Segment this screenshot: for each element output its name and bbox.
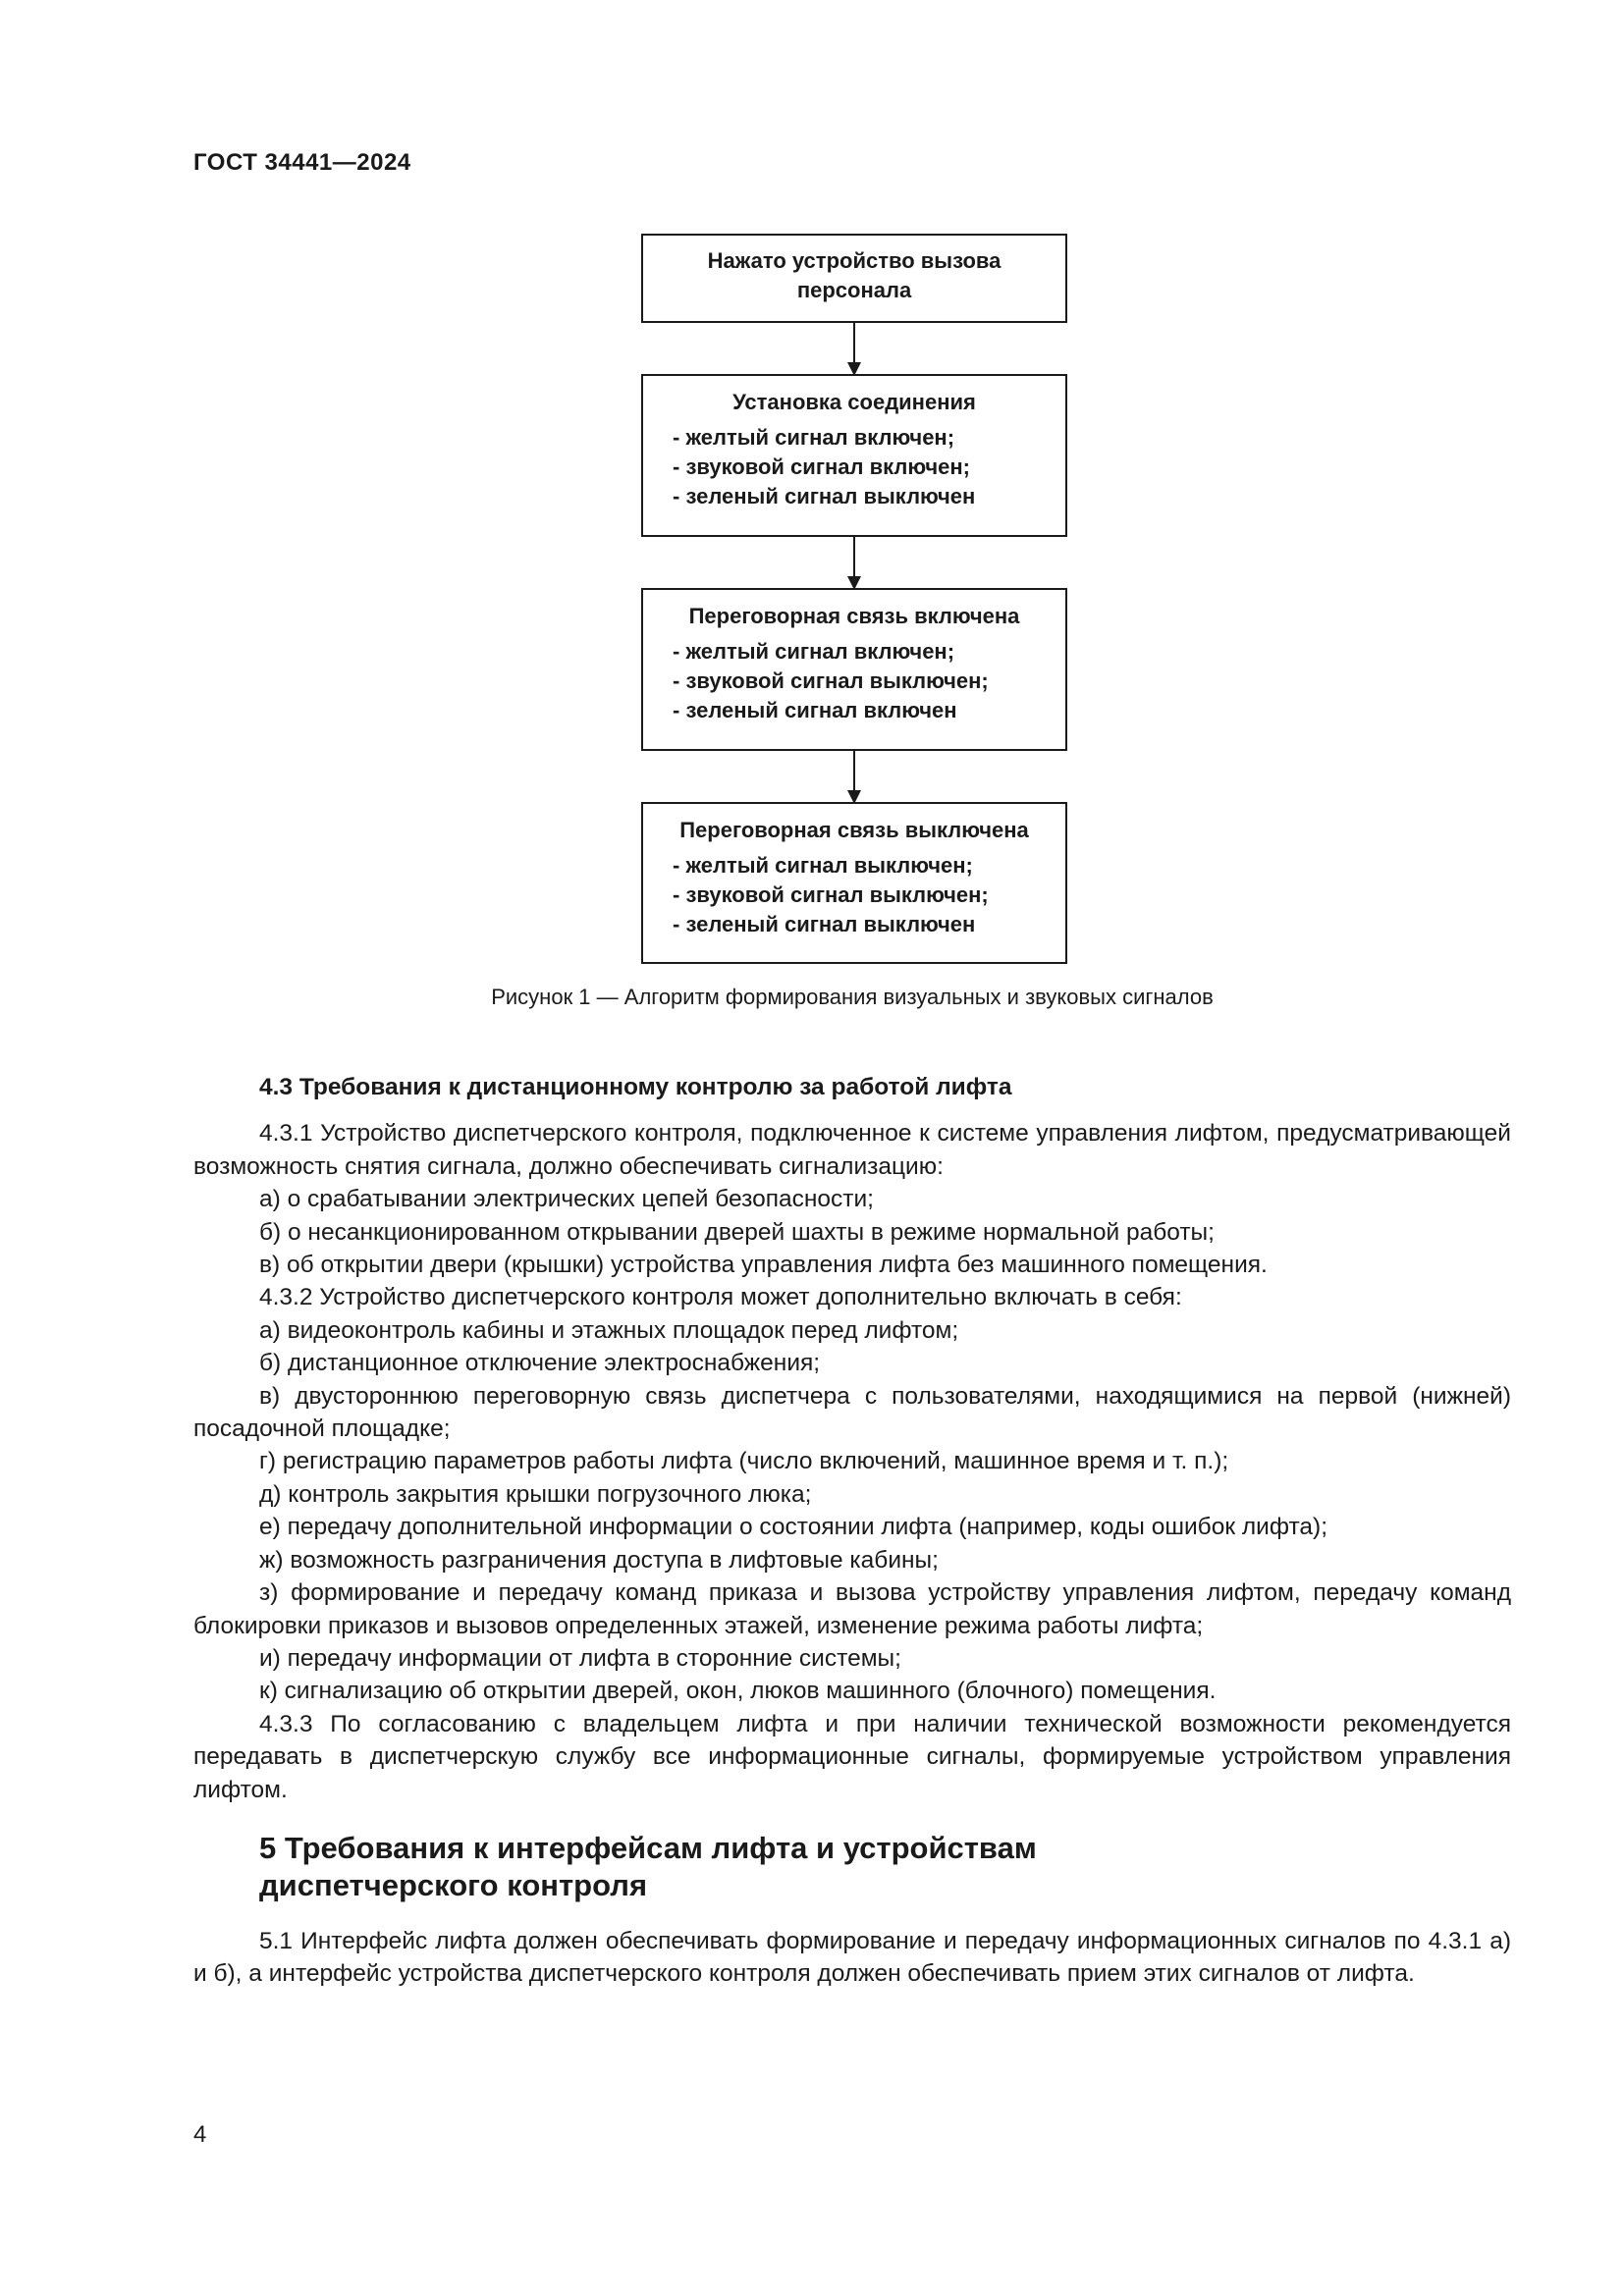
flow-box-item: - зеленый сигнал включен [673, 698, 957, 722]
flow-box-item: - звуковой сигнал выключен; [673, 882, 989, 907]
flow-box-title: персонала [796, 278, 912, 302]
flow-box-item: - зеленый сигнал выключен [673, 912, 976, 936]
flow-box-call-pressed [641, 234, 1067, 323]
flow-box-item: - звуковой сигнал выключен; [673, 668, 989, 693]
section-heading-line: 5 Требования к интерфейсам лифта и устройствам [259, 1830, 1037, 1865]
list-item: г) регистрацию параметров работы лифта (число включений, машинное время и т. п.); [259, 1448, 1229, 1475]
paragraph-4-3-3: 4.3.3 По согласованию с владельцем лифта и при наличии технической возможности рекомендуется передавать в диспетчерскую службу все информационные сигналы, формируемые устройством управления лифтом. [193, 1710, 1511, 1803]
paragraph-4-3-1: 4.3.1 Устройство диспетчерского контроля, подключенное к системе управления лифтом, предусматривающей возможность снятия сигнала, должно обеспечивать сигнализацию: [193, 1120, 1511, 1180]
document-body [193, 1071, 1511, 1991]
subsection-heading: 4.3 Требования к дистанционному контролю за работой лифта [259, 1074, 1012, 1100]
section-heading [193, 1830, 1511, 1904]
paragraph-5-1: 5.1 Интерфейс лифта должен обеспечивать формирование и передачу информационных сигналов по 4.3.1 а) и б), а интерфейс устройства диспетчерского контроля должен обеспечивать прием этих сигналов от лифта. [193, 1927, 1511, 1988]
list-item: а) видеоконтроль кабины и этажных площадок перед лифтом; [259, 1316, 959, 1344]
flow-box-talk-off [641, 802, 1067, 964]
list-item: д) контроль закрытия крышки погрузочного люка; [259, 1480, 812, 1508]
list-item: а) о срабатывании электрических цепей безопасности; [259, 1186, 874, 1213]
list-item: в) двустороннюю переговорную связь диспетчера с пользователями, находящимися на первой (нижней) посадочной площадке; [193, 1382, 1511, 1443]
list-item: б) дистанционное отключение электроснабжения; [259, 1350, 821, 1377]
paragraph-4-3-2: 4.3.2 Устройство диспетчерского контроля может дополнительно включать в себя: [259, 1284, 1182, 1311]
flow-box-item: - звуковой сигнал включен; [673, 454, 970, 479]
section-heading-line: диспетчерского контроля [259, 1867, 648, 1902]
document-id: ГОСТ 34441—2024 [193, 149, 411, 176]
flow-arrow [853, 537, 855, 588]
page-number: 4 [193, 2121, 207, 2148]
flow-box-item: - желтый сигнал включен; [673, 425, 955, 450]
figure-caption: Рисунок 1 — Алгоритм формирования визуальных и звуковых сигналов [491, 985, 1214, 1009]
flow-arrow [853, 751, 855, 802]
list-item: е) передачу дополнительной информации о состоянии лифта (например, коды ошибок лифта); [259, 1514, 1328, 1541]
flow-box-title: Переговорная связь включена [688, 604, 1020, 628]
flow-box-talk-on [641, 588, 1067, 751]
list-item: з) формирование и передачу команд приказа и вызова устройству управления лифтом, передачу команд блокировки приказов и вызовов определенных этажей, изменение режима работы лифта; [193, 1579, 1511, 1639]
flow-box-title: Нажато устройство вызова [707, 248, 1001, 273]
flow-box-item: - зеленый сигнал выключен [673, 484, 976, 508]
flow-box-title: Переговорная связь выключена [679, 818, 1029, 842]
flow-arrow [853, 323, 855, 374]
flow-box-connection-setup [641, 374, 1067, 537]
flow-box-item: - желтый сигнал включен; [673, 639, 955, 664]
flow-box-title: Установка соединения [732, 390, 976, 414]
list-item: ж) возможность разграничения доступа в лифтовые кабины; [259, 1546, 939, 1574]
list-item: б) о несанкционированном открывании дверей шахты в режиме нормальной работы; [259, 1218, 1215, 1246]
list-item: к) сигнализацию об открытии дверей, окон, люков машинного (блочного) помещения. [259, 1678, 1217, 1705]
list-item: и) передачу информации от лифта в сторонние системы; [259, 1644, 901, 1672]
flow-box-item: - желтый сигнал выключен; [673, 853, 973, 878]
list-item: в) об открытии двери (крышки) устройства управления лифта без машинного помещения. [259, 1252, 1268, 1279]
